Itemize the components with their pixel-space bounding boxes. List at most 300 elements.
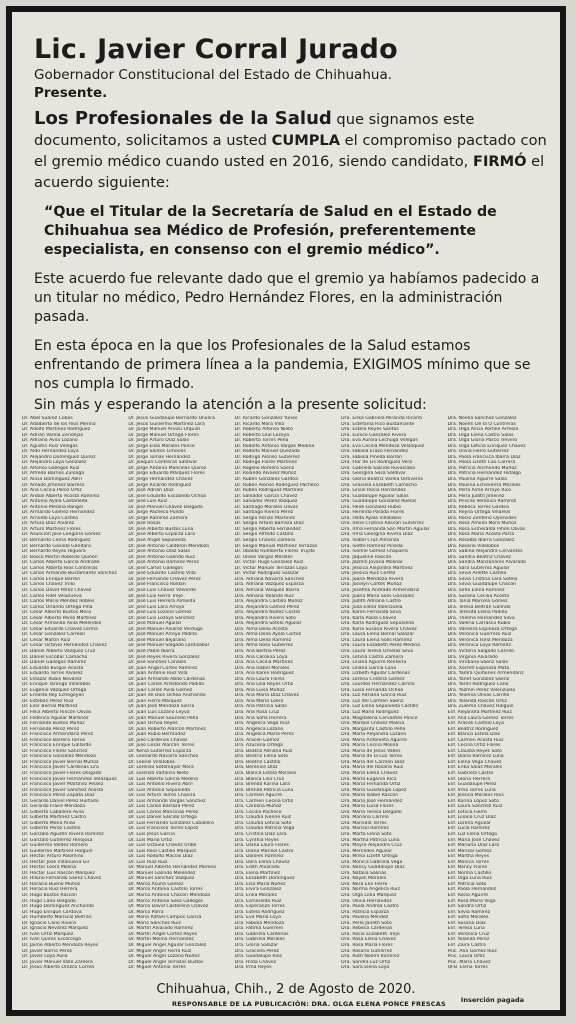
signatory-name: Dra. Cynthia Reyes xyxy=(234,837,279,843)
signatory-name: Dra. Fabiola Mendoza xyxy=(234,920,285,926)
signatory-name: Dra. Yolanda Rascón Ortiz xyxy=(447,698,507,704)
signatory-name: Dr. Bosco Martin Robledo Quiñón xyxy=(22,554,98,560)
signatory-name: Dra. Rebeca Cárdenas xyxy=(341,926,393,932)
signatory-name: Dra. Patricia Anchondo Muñoz xyxy=(447,465,517,471)
signatory-name: Enf. Luz Elena Ortega xyxy=(447,832,497,838)
signatory-name: Dr. Luis Antonio Sepúlveda xyxy=(128,787,191,793)
signatory-name: Dra. Reyna Ortega Villareal xyxy=(447,510,511,516)
signatory-name: Dra. Alma Delia Ayala Cortez xyxy=(234,632,302,638)
demand-paragraph: En esta época en la que los Profesionales de la Salud estamos enfrentando de primera línea a la pandemia, EXIGIMOS mínimo que se nos cumpla lo firmado. xyxy=(34,338,531,392)
signatory-name: Dr. Iván Quirós Escárcega xyxy=(22,937,81,943)
signatory-name: Enf. Mónica Torres xyxy=(447,859,489,865)
signatory-name: Dra. Zulema Chávez Holguín xyxy=(447,704,514,710)
signatory-name: Dra. María de la Luz Torres xyxy=(341,754,403,760)
signatory-name: Dra. Liliana Garcia Luna xyxy=(341,665,397,671)
signatory-name: Dra. Elena Martínez xyxy=(234,870,281,876)
signatory-name: Dr. Miguel Angel Lozano Nuñez xyxy=(128,954,200,960)
signatory-name: Dra. Norma Angélica Ruiz xyxy=(341,887,400,893)
signatory-name: Dr. Horacio Ruiz Herrera xyxy=(22,887,78,893)
signatory-name: Dra. Irma Fernanda San Martín Aguilar xyxy=(341,526,430,532)
signatory-name: Dr. José Manuel Salgado Lardizabal xyxy=(128,643,209,649)
signatory-name: Dra. Paulina Aguirre Salas xyxy=(447,477,508,483)
signatory-name: Dr. Luis Octavio Chávez Uribe xyxy=(128,843,197,849)
signatory-name: Dr. Ana Cecilia Pérez Ortiz xyxy=(22,488,82,494)
signatory-name: Dra. Teresa Beltrán Galindo xyxy=(447,604,511,610)
signatory-name: Dr. Francisco Javier Sánchez Acosta xyxy=(22,787,104,793)
signatory-name: Dr. Hugo Bustos Rascón xyxy=(22,893,77,899)
publication-responsible: RESPONSABLE DE LA PUBLICACIÓN: DRA. OLGA ELENA PONCE FRESCAS xyxy=(172,1000,446,1008)
signatory-name: Enf. Lorena Aguilar xyxy=(447,820,491,826)
signatory-name: Dr. Rubén Alonso Rodríguez Pacheco xyxy=(234,482,319,488)
signatory-name: Dra. Isabel Cruz Almanza xyxy=(341,538,400,544)
signatory-name: Dra. Victoria Salgado Carrillo xyxy=(447,648,514,654)
signatory-name: Dra. Alejandra Castillo Muñoz xyxy=(234,599,303,605)
signatory-name: Dra. Yadira Quiñones Armendáriz xyxy=(447,671,524,677)
signatory-name: Dra. Ana Cecilia Martínez xyxy=(234,660,293,666)
signatory-name: Dra. Sofía Elena Ramírez xyxy=(447,587,505,593)
signatory-name: Dr. Víctor Manuel Terrazas Loya xyxy=(234,565,308,571)
signatory-name: Dr. Adrián Varela Zendejas xyxy=(22,432,84,438)
signatory-name: Dra. Sandra Beatriz Chávez xyxy=(447,554,511,560)
signatory-name: Dra. Angélica María Pérez xyxy=(234,732,294,738)
signatory-name: Dra. Yareli Rodríguez Cano xyxy=(447,682,509,688)
signatory-name: Dra. Dora Elena Chávez xyxy=(234,859,290,865)
signatory-name: Enf. Norma Castillo xyxy=(447,870,492,876)
signatory-name: Enf. Ana Laura Gómez Torres xyxy=(447,715,514,721)
signatory-name: Dr. Sergio Arturo Barraza Díaz xyxy=(234,521,304,527)
signatory-name: Dra. Angélica Vega Ruiz xyxy=(234,721,290,727)
signatory-name: Enf. Carmen Acosta Ruiz xyxy=(447,737,504,743)
signatory-name: Dr. Marco Parra xyxy=(128,909,164,915)
signatory-name: Dr. Juan de Dios Ochoa Anchondo xyxy=(128,693,206,699)
signatory-name: Dr. Sergio Chávez Zamora xyxy=(234,538,296,544)
signatory-name: Enf. Yolanda Pérez xyxy=(447,937,490,943)
signatory-name: Dr. José Rosas xyxy=(128,521,161,527)
signatory-name: Dr. César Eduardo Chavez Lerma xyxy=(22,626,98,632)
signatory-name: Dr. Fernando Bustos Muñoz xyxy=(22,721,85,727)
request-text-a: que signamos este documento, solicitamos a usted xyxy=(34,111,475,149)
signatory-name: Dr. Marco Antonio Chacón Mendoza xyxy=(128,893,211,899)
signatory-name: Dr. José Manuel Bejarano xyxy=(128,637,186,643)
signatory-name: Dra. Estefanía Rico Bustamante xyxy=(341,421,415,427)
signatory-name: Dr. José Adrián Díaz xyxy=(128,488,174,494)
signatory-name: Dra. Esmeralda Ruiz xyxy=(234,898,282,904)
signatory-name: Dra. Joana Mendoza Rivera xyxy=(341,576,404,582)
signatory-name: Dra. Graciela Pérez xyxy=(234,948,279,954)
signatory-name: Dra. Fabiola Pineda Barrón xyxy=(341,454,403,460)
signatory-name: Dr. Martín Molina Hernández xyxy=(128,937,194,943)
signatory-name: Dr. Jorge Santos Limones xyxy=(128,449,186,455)
signatory-name: Dra. Jessica Ruiz Cortéz xyxy=(341,571,396,577)
signatory-name: Dr. Federico Aguilar Martínez xyxy=(22,715,89,721)
signatory-name: Enf. María José Chávez xyxy=(447,837,500,843)
signatory-name: Dra. Judith Adriana Castro xyxy=(341,599,401,605)
signatory-name: Dra. María Cecilia Molina xyxy=(341,743,399,749)
signatory-name: Enf. Teresa Luna xyxy=(447,926,485,932)
signatory-name: Dr. Daniel Escobar Camacho xyxy=(22,654,88,660)
signatory-name: Dra. Ana Sofía Herrera xyxy=(234,715,287,721)
signatory-name: Dr. Mario Sánchez Ruiz xyxy=(128,920,181,926)
signatory-name: Dra. Perla Janeth Soto xyxy=(341,920,392,926)
signatory-name: Dra. Alma Delia Acosta xyxy=(234,626,288,632)
signatory-name: Dra. Sandra Manzanares Alvarado xyxy=(447,560,526,566)
signatory-name: Dr. Luis Mario Ortiz xyxy=(128,837,173,843)
signatory-name: Dr. José Manuel Chávez Delgado xyxy=(128,504,203,510)
signatory-name: Dra. María Eugenia Rico xyxy=(341,776,397,782)
signatory-name: Dr. Francisco Javier Cárdenas Lira xyxy=(22,765,99,771)
signatory-name: Dra. Josefina Andrade Armendáriz xyxy=(341,587,420,593)
signatory-name: Dra. Erika Morales xyxy=(234,893,277,899)
signatory-name: Dra. Paola Andrea Castro xyxy=(341,904,399,910)
signatory-name: Dra. Noemi De la O Contreras xyxy=(447,421,516,427)
agreement-quote: “Que el Titular de la Secretaría de Salud en el Estado de Chihuahua sea Médico de Profesión, preferentemente especialista, en consenso con el gremio médico”. xyxy=(44,204,497,258)
signatory-name: Dr. Bernardo Gaxiola Gándara xyxy=(22,543,91,549)
signatory-name: Dra. Paulina Méndez xyxy=(341,915,389,921)
signatory-name: Dr. Ernesto Rey Echegoyen xyxy=(22,693,85,699)
signatory-name: Dra. Laura Elizabeth Pérez Medina xyxy=(341,643,421,649)
signatory-name: Dra. Sara Gutiérrez Aguilar xyxy=(447,565,510,571)
signatory-name: Dr. Arturo Martinez Flores xyxy=(22,526,81,532)
signatory-name: Dra. Ana María Loera xyxy=(234,698,284,704)
signatory-name: Dra. Karen Fernanda Silva xyxy=(341,610,401,616)
signatory-name: Dr. Amado Jiménez Barrera xyxy=(22,482,85,488)
signatory-name: Dra. Gabriela Salcido Ruvalcaba xyxy=(341,465,415,471)
signatory-name: Dra. Blanca Lilia Cruz xyxy=(234,776,284,782)
request-lead: Los Profesionales de la Salud xyxy=(34,108,332,129)
signatory-name: Dra. Rosario Gutiérrez xyxy=(341,948,392,954)
signatory-name: Dra. Olga Leticia Enriquez Chavez xyxy=(447,443,526,449)
signatory-name: Dr. Jorge Ramírez Zamora xyxy=(128,515,188,521)
signatory-name: Dra. María de Jesús Valles xyxy=(341,748,401,754)
signatory-name: Dra. Fátima Guerrero xyxy=(234,926,284,932)
signatory-name: Dr. Marco Acuña Gómez xyxy=(128,881,184,887)
signatory-name: Dra. Thelma Hernández Silva xyxy=(447,615,515,621)
signatory-name: Dra. Rocío Zenteno Oyervides xyxy=(447,515,517,521)
signatory-name: Dra. Silvia Arlette Castillo xyxy=(447,571,507,577)
signatory-name: Dra. Ana Patricia Salas xyxy=(234,704,287,710)
signatory-name: Dra. Margarita Castillo Peña xyxy=(341,726,406,732)
addressee-subtitle: Gobernador Constitucional del Estado de Chihuahua. xyxy=(34,67,393,83)
signatory-name: Dra. María Alejandra Lozano xyxy=(341,732,407,738)
signatory-name: Dr. Alfredo Barrios Zuloaga xyxy=(22,471,85,477)
signatory-name: Dra. Beatriz Adriana Ruiz xyxy=(234,748,293,754)
signatory-name: Dr. Juan Fierro Márquez xyxy=(128,698,182,704)
signatory-name: Dr. Rodolfo Antonio Vargas Medina xyxy=(234,443,315,449)
signatory-name: Dr. Adalberto de los Ríos Merino xyxy=(22,421,96,427)
signatory-name: Dra. Irma Georgina Rivera Díaz xyxy=(341,532,413,538)
signatory-name: Dra. Martha Patricia Luna xyxy=(341,837,400,843)
signatory-name: Dr. Alicia Dominguez Abril xyxy=(22,477,82,483)
signatory-name: Dr. Jorge Manuel Ortega Flores xyxy=(128,432,199,438)
signatory-name: Dra. Verónica Isela Mendoza xyxy=(447,637,513,643)
signatory-name: Dr. Eduardo Torres Álvarez xyxy=(22,671,83,677)
closing-paragraph: Sin más y esperando la atención a la presente solicitud: xyxy=(34,397,427,413)
signatory-name: Dr. Antonio Medina Rangel xyxy=(22,504,84,510)
signatory-name: Dr. Daniel Gallegos Ramírez xyxy=(22,660,87,666)
signatory-name: Dra. Mayra Alejandra Cruz xyxy=(341,843,402,849)
signatory-name: Dr. Luis Alberto García Medina xyxy=(128,776,198,782)
signatory-name: Dr. Martín Alvarado Ramírez xyxy=(128,926,193,932)
signatory-name: Dr. Gerardo Fraire Mendoza xyxy=(22,804,86,810)
signatory-name: Dra. Beatriz Castillo xyxy=(234,759,281,765)
signatory-name: Dra. Jocelyn Cortés Muñoz xyxy=(341,582,402,588)
letter-body xyxy=(34,34,548,415)
signatory-name: Dra. Priscila Verónica Ramírez xyxy=(447,499,517,505)
signatory-name: Dr. Hugo Cano Delgado xyxy=(22,898,76,904)
signatory-name: Dr. Roberto Torres Peña xyxy=(234,438,289,444)
signatory-name: Dra. Ana Laura Flores xyxy=(234,676,285,682)
signatory-name: Dr. Asunción José Longoria Gómez xyxy=(22,532,101,538)
signatory-name: Dr. Ulises Vargas Morales xyxy=(234,554,293,560)
signatory-name: QFB. Elena Torres xyxy=(447,965,488,970)
signatory-name: Dr. Sergio Manuel Martínez Terrazas xyxy=(234,543,318,549)
signatory-name: Dr. Juan Carlos Ávila Gómez xyxy=(128,687,193,693)
signatory-name: Dra. Virginia Alvarado xyxy=(447,654,498,660)
signatory-name: Dra. Susana Cecilia Acosta xyxy=(447,593,510,599)
signatory-name: Dr. José Sanchez Canales xyxy=(128,660,187,666)
signatory-name: Dra. Luisa Fernanda Ochoa xyxy=(341,687,404,693)
signatory-name: Dra. María Fernanda Ortiz xyxy=(341,782,401,788)
signatory-name: Dra. Luz Elena Sepúlveda Castillo xyxy=(341,704,419,710)
signatory-name: Dra. Rosalba Ibarra Gonzalez xyxy=(447,538,515,544)
signatory-name: Dra. Ana Isabel Morales xyxy=(234,665,290,671)
signatory-name: Dr. Carlos Enrique Barrón xyxy=(22,576,81,582)
signatory-name: Dr. Juan Armando Abdo Cárdenas xyxy=(128,676,206,682)
signatory-name: Dra. Ana Luisa Muñoz xyxy=(234,687,285,693)
signatory-name: Dr. José Eduardo Escobedo Ochoa xyxy=(128,493,206,499)
signatory-name: Dr. Félix Alberto Rincón Olivas xyxy=(22,709,92,715)
signatory-name: Dra. Yesenia Olivas Carrillo xyxy=(447,693,510,699)
signatory-name: Enf. Rosa María Vega xyxy=(447,898,496,904)
signatory-name: Dr. Mario Rafael Campos Garcia xyxy=(128,915,202,921)
signatory-name: Dr. Martín Ángel Cortez Reyes xyxy=(128,931,198,937)
signatory-name: Dr. Rolando Alvarez Muñoz xyxy=(234,471,297,477)
signatory-name: Dr. Antonio Ayala Castañeda xyxy=(22,499,88,505)
signatory-name: Dra. Rocío Elizabeth Trejo xyxy=(341,931,400,937)
signatories-list xyxy=(22,416,554,970)
signatory-name: Dr. Víctor Hugo Gonzalez Ruiz xyxy=(234,560,304,566)
signatory-name: Dra. Valeria Carrasco Rubio xyxy=(447,621,511,627)
signatory-name: Dra. María del Rosario Ruiz xyxy=(341,765,404,771)
signatory-name: Dra. Rosa Amelia Mora Muñoz xyxy=(447,521,517,527)
signatory-name: Dra. Nayeli Morales xyxy=(341,876,387,882)
signatory-name: Dr. Jorge Arturo Díaz Salas xyxy=(128,438,190,444)
signatory-name: Dra. Azucena Ortega xyxy=(234,743,283,749)
signatory-name: Dr. Hugo Domínguez Anchondo xyxy=(22,904,94,910)
signatory-name: Dr. Héctor Arturo Palomino xyxy=(22,854,84,860)
signatory-name: Enf. Verónica Cruz xyxy=(447,931,490,937)
signatory-name: Dr. José Pablo Ibarra xyxy=(128,648,175,654)
signatory-name: Dra. Elizabeth Domínguez xyxy=(234,876,295,882)
signatory-name: Dr. Juan Ochoa Reyes xyxy=(128,721,178,727)
signatories-column-4 xyxy=(341,416,447,970)
signatory-name: Dr. José Manuel Arroyo Padilla xyxy=(128,632,197,638)
signatory-name: Dr. José Reyes Rivera Gonzalez xyxy=(128,654,200,660)
request-text-c: el acuerdo siguiente: xyxy=(34,153,545,191)
signatory-name: Dr. Marco Antonio Sosa Gallegos xyxy=(128,898,204,904)
signatory-name: Dra. Brenda Patricia Luna xyxy=(234,787,294,793)
signatory-name: Dra. Tania Marcela Gómez xyxy=(447,599,508,605)
signatory-name: Dr. César Alberto Bustos Mora xyxy=(22,610,92,616)
signatory-name: Dra. Esperanza Torres xyxy=(234,904,285,910)
signatory-name: Dra. Adriana Yolanda Ruiz xyxy=(234,593,294,599)
signatory-name: Dra. Silvia Cristina Lara Sotelo xyxy=(447,576,518,582)
signatory-name: Dra. Olga Elena Castro Salas xyxy=(447,432,514,438)
signatory-name: Dr. Héctor Luis Rascón Márquez xyxy=(22,870,95,876)
signatory-name: Dr. Gonzalo Agustín Rivera Ramírez xyxy=(22,832,104,838)
signatory-name: Dr. Ignacio Cano Rivera xyxy=(22,920,76,926)
signatory-name: Dr. Luis Armando Vargas Sánchez xyxy=(128,798,206,804)
signatory-name: Dr. José Carlos Gallegos xyxy=(128,565,183,571)
signatory-name: Dr. Carlos Chávez Trillo xyxy=(22,582,75,588)
signatory-name: Dr. Santiago Morales Olivas xyxy=(234,504,298,510)
signatory-name: Dr. Carlos Orlando Ortega Piña xyxy=(22,604,93,610)
signatory-name: Dra. Viridiana Sáenz Salas xyxy=(447,660,508,666)
signatory-name: Enf. Susana Díaz xyxy=(447,920,486,926)
signatory-name: Dr. Salvador Pérez Vázquez xyxy=(234,499,298,505)
signatory-name: Enf. Paola Hernández xyxy=(447,887,497,893)
signatory-name: Dr. Jorge Eduardo Márquez Flores xyxy=(128,471,205,477)
signatory-name: Dra. Adriana Vásquez Ibarra xyxy=(234,587,300,593)
signatory-name: Dr. Alejandro Domínguez Quiroz xyxy=(22,454,96,460)
signatory-name: Dr. Carlos Armando Bustamante Sánchez xyxy=(22,571,117,577)
signatory-name: Dra. Mónica Gabriela Vega xyxy=(341,859,403,865)
signatory-name: Dr. José Luis Herrera Almeida xyxy=(128,599,196,605)
signatory-name: Dr. Francisco González Mendoza xyxy=(22,754,96,760)
signatory-name: Dr. Lorenzo Sotomayor Mora xyxy=(128,765,194,771)
signatory-name: Dra. Cecilia Pacheco xyxy=(234,809,282,815)
signatory-name: Enf. Claudia Reyes Soto xyxy=(447,748,502,754)
signatory-name: Dr. Luis Raúl Castillo Marquez xyxy=(128,848,197,854)
signatory-name: Dra. Karla Rodríguez Sepúlveda xyxy=(341,621,415,627)
signatory-name: Enf. Nancy Flores xyxy=(447,865,488,871)
signatory-name: Enf. Mariana Díaz Lara xyxy=(447,843,500,849)
signatory-name: Dr. Juan Ángel Cortes Ramírez xyxy=(128,665,198,671)
signatory-name: Dra. Jazmín Jovana Molinar xyxy=(341,560,403,566)
signatory-name: Dr. Javier Loya Ávila xyxy=(22,954,68,960)
signatory-name: Dr. Rubén Gonzalez Gardea xyxy=(234,477,298,483)
signatory-name: Dr. Marco Antonio Castillo Torres xyxy=(128,887,203,893)
signatory-name: Dra. Mariana Carrillo xyxy=(341,815,389,821)
signatory-name: Dra. Heidi Gonzalez Rubio xyxy=(341,504,401,510)
signatory-name: Dr. Guillermo Valdez Romero xyxy=(22,843,88,849)
signatory-name: Dr. Miguel Angel Aguilar Gonzalez xyxy=(128,942,207,948)
signatory-name: Dr. Francisco Javier Flores Delgado xyxy=(22,771,102,776)
signatory-name: Dr. Agustín Ruiz Villegas xyxy=(22,443,78,449)
signatory-name: Dr. Eleazar Rubio Nevárez xyxy=(22,676,82,682)
signatory-name: Dr. Arnoldo Loya Castillo xyxy=(22,515,79,521)
signatory-name: Dra. Sandra Luz Ortiz xyxy=(341,959,391,965)
signatory-name: Dr. Miguel Antonio Torres xyxy=(128,965,186,970)
signatory-name: Dr. Juan José Mendoza Sierra xyxy=(128,704,195,710)
signatory-name: Dr. Sergio Alberto Fernández xyxy=(234,526,301,532)
signatory-name: Dr. Francisco Javier Bernal Muñoz xyxy=(22,759,99,765)
signatory-name: Dr. César Martín Ruiz xyxy=(22,637,71,643)
signatory-name: Dr. César Octavio Hernández Chávez xyxy=(22,643,107,649)
signatory-name: Dra. Jessica Alejandra Martínez xyxy=(341,565,413,571)
signatory-name: Enf. Laura Sánchez Ruiz xyxy=(447,804,503,810)
signatory-name: Dra. Diana Laura Flores xyxy=(234,843,289,849)
signatory-name: Enf. Karina López Soto xyxy=(447,798,499,804)
signatory-name: Dr. Rogelio Romero Saenz xyxy=(234,465,295,471)
context-paragraph: Este acuerdo fue relevante dado que el gremio ya habíamos padecido a un titular no médico, Pedro Hernández Flores, en la administración pasada. xyxy=(34,271,540,325)
signatory-name: Dra. Alejandra Rivera Soto xyxy=(234,615,296,621)
signatory-name: Dr. José Antonio Calderón Mendoza xyxy=(128,543,209,549)
signatory-name: Dr. Gilberto Caballero Ávila xyxy=(22,809,84,815)
signatory-name: Dra. Guadalupe Gonzalez Ruelas xyxy=(341,499,417,505)
signatory-name: Dra. Eva María Loya xyxy=(234,915,281,921)
signatory-name: Dra. Magdalena Cervantes Ponce xyxy=(341,715,418,721)
signatory-name: Dr. Ignacio Nevárez Márquez xyxy=(22,926,88,932)
signatory-name: Enf. Irma Torres Luna xyxy=(447,787,496,793)
signatory-name: Dra. Lourdes Hernández Carrillo xyxy=(341,682,415,688)
signatory-name: Dr. José Luis Lara Arroyo xyxy=(128,604,185,610)
signatory-name: Dra. Eunice González Rivera xyxy=(341,432,407,438)
signatory-name: Dra. Herlinda Parada Flores xyxy=(341,510,405,516)
signatory-name: Dra. Natalia Salinas xyxy=(341,870,387,876)
signatory-name: Dra. Carmen Aguirre xyxy=(234,793,283,799)
signatory-name: Enf. Gabriela Castro xyxy=(447,771,494,776)
signatory-name: Dra. Vanessa Espinoza Ortega xyxy=(447,626,517,632)
signatory-name: Dra. Marisela Torres xyxy=(341,820,387,826)
signatory-name: Dra. Sabina Alejandra Cervantes xyxy=(447,549,523,555)
signatory-name: Dra. Nancy Guadalupe Díaz xyxy=(341,865,405,871)
signatory-name: Dra. Estela Reyes Santos xyxy=(341,427,399,433)
signatory-name: Dra. Mercedes Aguilar xyxy=(341,848,393,854)
signatory-name: Dra. Guadalupe Aguilar Salas xyxy=(341,493,409,499)
signatory-name: Dra. Ana Karen Rodríguez xyxy=(234,671,294,677)
signatory-name: Dr. Luis Ruiz Ruiz xyxy=(128,859,168,865)
signatory-name: Dr. Juan Rubio Bermúdez xyxy=(128,732,186,738)
signatory-name: Dra. Adriana Vázquez Esparza xyxy=(234,582,304,588)
signatory-name: Dr. Ricardo González Yunes xyxy=(234,416,298,421)
signatory-name: Dra. Ivonne Gómez Chaparro xyxy=(341,549,408,555)
signatory-name: Dr. José Luis Fierro Trejo xyxy=(128,593,183,599)
signatory-name: Dr. Jesús Guillermo Martínez Lara xyxy=(128,421,205,427)
signatory-name: Dr. Aníbal Alberto Acosta Ramírez xyxy=(22,493,100,499)
salutation: Presente. xyxy=(34,85,108,101)
signatory-name: Dr. Leonel Villalobos xyxy=(128,759,175,765)
signatory-name: Dra. Adriana Navarro Sánchez xyxy=(234,576,305,582)
signatory-name: Dr. José Luis Ruiz xyxy=(128,499,168,505)
signatory-name: Dr. Luis Jesús Garcia xyxy=(128,832,175,838)
signatory-name: Dra. Karla Susana Rivera Chávez xyxy=(341,626,417,632)
signatory-name: Dra. Gloria Beatriz Varela Ontiveros xyxy=(341,477,423,483)
signatory-name: Dra. Ivette Ramírez Pineda xyxy=(341,543,403,549)
signatory-name: Dr. Enrique Tarango Villalobos xyxy=(22,682,91,688)
signatory-name: Dra. Beatriz Elena Soto xyxy=(234,754,289,760)
signatory-name: Dr. José Francisco Roldan xyxy=(128,582,186,588)
signatory-name: Dra. Claudia Ivonne Ruiz xyxy=(234,815,292,821)
signatory-name: Dra. Gabriela Morales xyxy=(234,937,285,943)
signatory-name: Dr. Francisco Armendáriz Pérez xyxy=(22,732,94,738)
signatory-name: Dr. Jorge Antonio Mancillas Quiroz xyxy=(128,465,207,471)
signatory-name: Enf. Liliana Cruz Díaz xyxy=(447,815,496,821)
signatory-name: Dr. Jorge Manuel Arvizu Urquidi xyxy=(128,427,200,433)
signatory-name: Dr. Adolfo Martínez Rodríguez xyxy=(22,427,91,433)
place-date: Chihuahua, Chih., 2 de Agosto de 2020. xyxy=(156,982,416,997)
signatory-name: Dr. Julio César Alarcón Torres xyxy=(128,743,195,749)
signatory-name: Dra. Luz María Rodríguez xyxy=(341,709,399,715)
signatory-name: Dr. Manuel Galindo Meléndez xyxy=(128,870,196,876)
signatory-name: Enf. Sofía Morales xyxy=(447,915,489,921)
signatory-name: Dr. Carlos David Pérez Chávez xyxy=(22,587,92,593)
signatory-name: Dra. Paulina Echeverría Morales xyxy=(447,482,521,488)
signatory-name: Dra. Fabiola Erazo Fernández xyxy=(341,449,409,455)
signatory-name: Dra. Elvira Gonzalez xyxy=(234,887,282,893)
signatory-name: Dr. José Antonio Díaz Salas xyxy=(128,549,190,555)
signatory-name: Dr. Francisco Javier Hernández Velázquez xyxy=(22,776,117,782)
